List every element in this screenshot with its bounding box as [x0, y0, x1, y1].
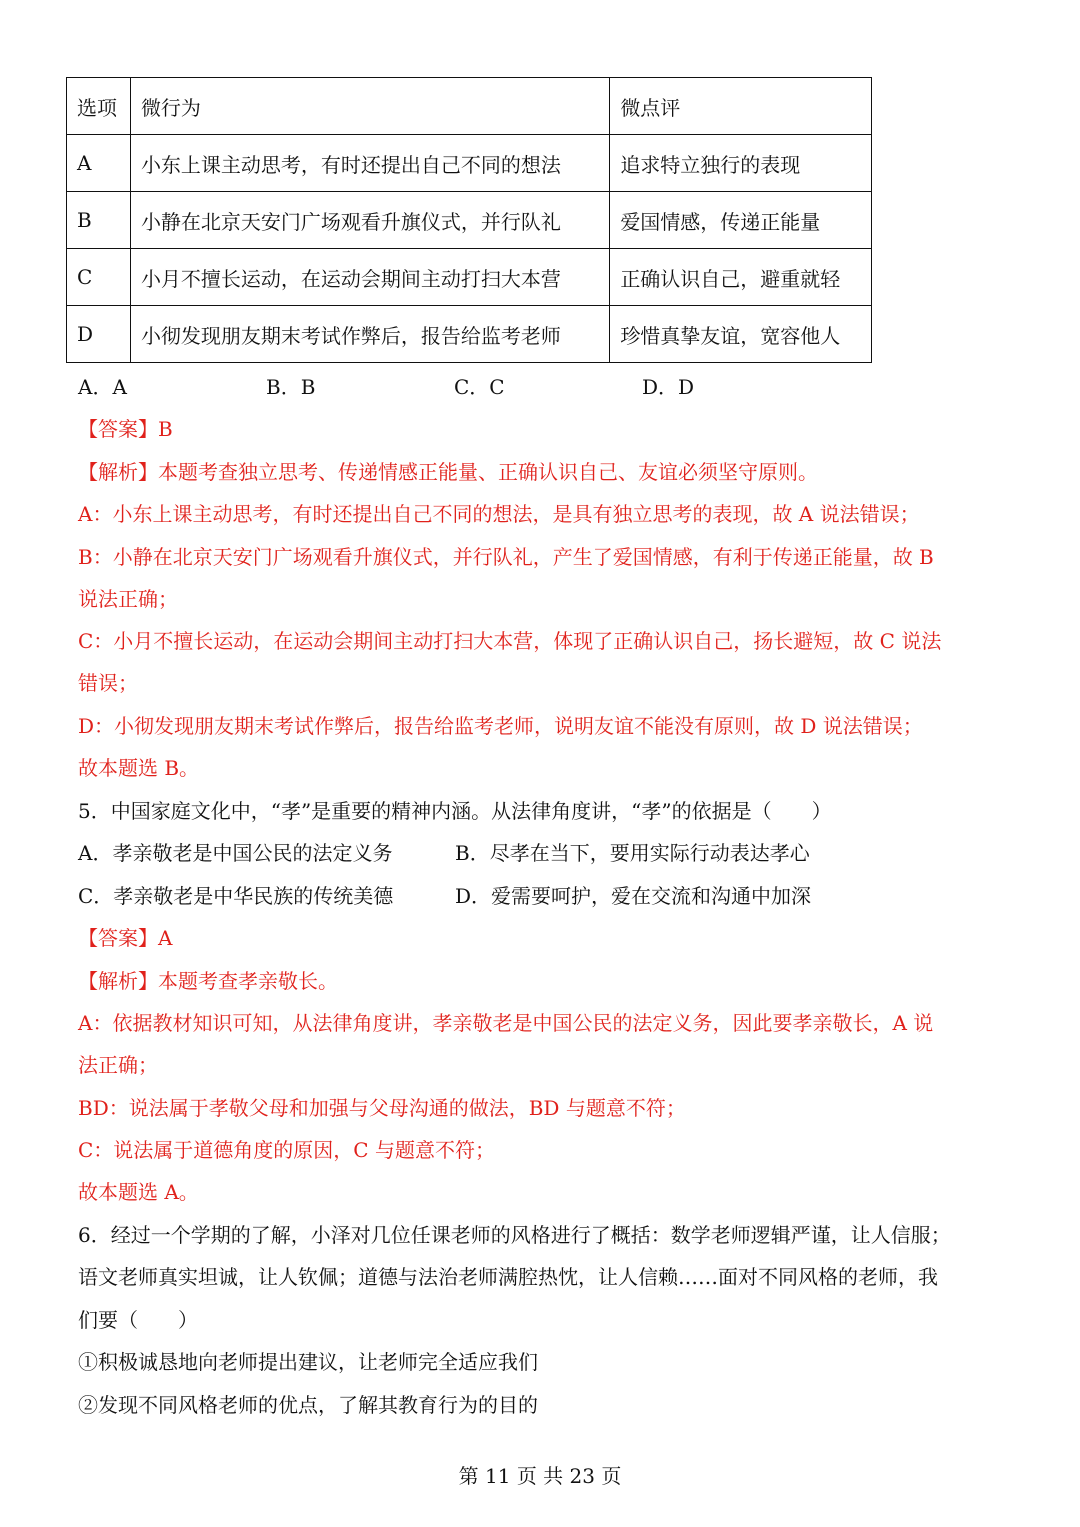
q5-analysis-line: C：说法属于道德角度的原因，C 与题意不符；: [78, 1138, 495, 1162]
q6-item: ②发现不同风格老师的优点，了解其教育行为的目的: [78, 1393, 538, 1417]
table-header-row: [67, 78, 872, 135]
table-cell: 小静在北京天安门广场观看升旗仪式，并行队礼: [130, 192, 609, 249]
table-cell: C: [67, 249, 131, 306]
table-cell: 追求特立独行的表现: [610, 135, 872, 192]
q5-stem: 5．中国家庭文化中，“孝”是重要的精神内涵。从法律角度讲，“孝”的依据是（ ）: [78, 799, 832, 823]
question-table: [66, 77, 872, 363]
table-row: [67, 192, 872, 249]
table-cell: A: [67, 135, 131, 192]
q4-option-a: A．A: [78, 375, 127, 399]
table-row: [67, 249, 872, 306]
q6-stem-line: 6．经过一个学期的了解，小泽对几位任课老师的风格进行了概括：数学老师逻辑严谨，让人信服；: [78, 1223, 951, 1247]
table-cell: 爱国情感，传递正能量: [610, 192, 872, 249]
q4-analysis-line: B：小静在北京天安门广场观看升旗仪式，并行队礼，产生了爱国情感，有利于传递正能量，故 B: [78, 545, 934, 569]
q4-option-b: B．B: [266, 375, 316, 399]
q6-stem-line: 语文老师真实坦诚，让人钦佩；道德与法治老师满腔热忱，让人信赖……面对不同风格的老师，我: [78, 1265, 938, 1289]
q4-analysis-line: 故本题选 B。: [78, 756, 200, 780]
q4-answer: 【答案】B: [78, 417, 173, 441]
q4-analysis-line: D：小彻发现朋友期末考试作弊后，报告给监考老师，说明友谊不能没有原则，故 D 说法错误；: [78, 714, 923, 738]
q5-analysis-line: A：依据教材知识可知，从法律角度讲，孝亲敬老是中国公民的法定义务，因此要孝亲敬长，A 说: [78, 1011, 934, 1035]
q4-analysis-line: 【解析】本题考查独立思考、传递情感正能量、正确认识自己、友谊必须坚守原则。: [78, 460, 818, 484]
q6-stem-line: 们要（ ）: [78, 1308, 198, 1332]
q4-analysis-line: 说法正确；: [78, 587, 178, 611]
q5-option-a: A．孝亲敬老是中国公民的法定义务: [78, 841, 393, 865]
table-row: [67, 306, 872, 363]
table-cell: B: [67, 192, 131, 249]
q5-analysis-line: 法正确；: [78, 1053, 158, 1077]
table-header-cell: 微点评: [610, 78, 872, 135]
table-cell: D: [67, 306, 131, 363]
q5-option-b: B．尽孝在当下，要用实际行动表达孝心: [455, 841, 810, 865]
q5-analysis-line: 故本题选 A。: [78, 1180, 199, 1204]
q4-analysis-line: 错误；: [78, 671, 138, 695]
q4-analysis-line: A：小东上课主动思考，有时还提出自己不同的想法，是具有独立思考的表现，故 A 说法错误；: [78, 502, 920, 526]
q5-option-c: C．孝亲敬老是中华民族的传统美德: [78, 884, 394, 908]
q4-analysis-line: C：小月不擅长运动，在运动会期间主动打扫大本营，体现了正确认识自己，扬长避短，故 C 说法: [78, 629, 942, 653]
q5-option-d: D．爱需要呵护，爱在交流和沟通中加深: [455, 884, 812, 908]
table-header-cell: 选项: [67, 78, 131, 135]
table-cell: 小东上课主动思考，有时还提出自己不同的想法: [130, 135, 609, 192]
q4-option-d: D．D: [642, 375, 695, 399]
q6-item: ①积极诚恳地向老师提出建议，让老师完全适应我们: [78, 1350, 538, 1374]
q5-analysis-line: 【解析】本题考查孝亲敬长。: [78, 969, 338, 993]
q4-option-c: C．C: [454, 375, 505, 399]
table-cell: 小月不擅长运动，在运动会期间主动打扫大本营: [130, 249, 609, 306]
q5-analysis-line: BD：说法属于孝敬父母和加强与父母沟通的做法，BD 与题意不符；: [78, 1096, 686, 1120]
table-cell: 正确认识自己，避重就轻: [610, 249, 872, 306]
table-header-cell: 微行为: [130, 78, 609, 135]
table-cell: 小彻发现朋友期末考试作弊后，报告给监考老师: [130, 306, 609, 363]
table-cell: 珍惜真挚友谊，宽容他人: [610, 306, 872, 363]
table-row: [67, 135, 872, 192]
q5-answer: 【答案】A: [78, 926, 173, 950]
page-footer: 第 11 页 共 23 页: [458, 1464, 622, 1488]
